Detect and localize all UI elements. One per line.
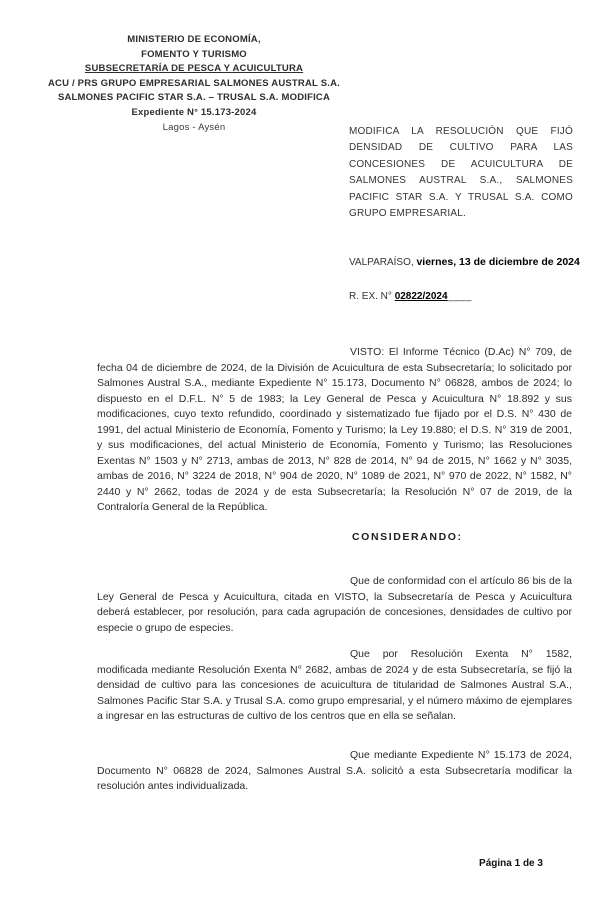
considerando-heading: CONSIDERANDO: — [352, 531, 463, 543]
letterhead-company-line2: SALMONES PACIFIC STAR S.A. – TRUSAL S.A. MODIFICA — [57, 92, 331, 104]
letterhead-company-line1: ACU / PRS GRUPO EMPRESARIAL SALMONES AUSTRAL S.A. — [47, 77, 340, 89]
letterhead-expediente: Expediente N° 15.173-2024 — [131, 106, 257, 118]
resolution-number-value: 02822/2024 — [394, 291, 448, 302]
resolution-number-blank: ____ — [447, 291, 472, 302]
dateline-city: VALPARAÍSO, — [349, 257, 414, 268]
considerando-paragraph-3: Que mediante Expediente N° 15.173 de 2024, Documento N° 06828 de 2024, Salmones Austral S.A. solicitó a esta Subsecretaría modificar la resolución antes individualizada. — [97, 749, 572, 792]
page-number-indicator: Página 1 de 3 — [479, 858, 543, 869]
considerando-paragraph-1: Que de conformidad con el artículo 86 bis de la Ley General de Pesca y Acuicultura, citada en VISTO, la Subsecretaría de Pesca y Acuicultura deberá establecer, por resolución, para cada agrupación de concesiones, densidades de cultivo por especie o grupo de especies. — [97, 575, 572, 634]
letterhead-ministry-line1: MINISTERIO DE ECONOMÍA, — [127, 34, 261, 45]
resolution-number-line — [349, 291, 472, 302]
resolution-subject: MODIFICA LA RESOLUCIÓN QUE FIJÓ DENSIDAD DE CULTIVO PARA LAS CONCESIONES DE ACUICULTURA DE SALMONES AUSTRAL S.A., SALMONES PACIFIC STAR S.A. Y TRUSAL S.A. COMO GRUPO EMPRESARIAL. — [349, 126, 573, 220]
dateline — [349, 256, 580, 268]
letterhead-ministry-line2: FOMENTO Y TURISMO — [141, 48, 247, 60]
letterhead-region: Lagos - Aysén — [162, 121, 226, 133]
dateline-date: viernes, 13 de diciembre de 2024 — [416, 256, 580, 268]
resolution-number-prefix: R. EX. N° — [349, 291, 392, 302]
visto-paragraph: VISTO: El Informe Técnico (D.Ac) N° 709, de fecha 04 de diciembre de 2024, de la División de Acuicultura de esta Subsecretaría; lo solicitado por Salmones Austral S.A., mediante Expediente N° 15.173, Documento N° 06828, ambos de 2024; lo dispuesto en el D.F.L. N° 5 de 1983; la Ley General de Pesca y Acuicultura N° 18.892 y sus modificaciones, cuyo texto refundido, coordinado y sistematizado fue fijado por el D.S. N° 430 de 1991, del actual Ministerio de Economía, Fomento y Turismo; la Ley 19.880; el D.S. N° 319 de 2001, y sus modificaciones, del actual Ministerio de Economía, Fomento y Turismo; las Resoluciones Exentas N° 1503 y N° 2713, ambas de 2013, N° 828 de 2014, N° 94 de 2015, N° 1662 y N° 3035, ambas de 2016, N° 3224 de 2018, N° 904 de 2020, N° 1089 de 2021, N° 970 de 2022, N° 1582, N° 2440 y N° 2662, todas de 2024 y de esta Subsecretaría; la Resolución N° 07 de 2019, de la Contraloría General de la República. — [97, 346, 572, 513]
considerando-paragraph-2: Que por Resolución Exenta N° 1582, modificada mediante Resolución Exenta N° 2682, ambas de 2024 y de esta Subsecretaría, se fijó la densidad de cultivo para las concesiones de acuicultura de titularidad de Salmones Austral S.A., Salmones Pacific Star S.A. y Trusal S.A. como grupo empresarial, y el número máximo de ejemplares a ingresar en las estructuras de cultivo de los centros que en ella se señalan. — [97, 648, 572, 722]
letterhead — [40, 33, 348, 135]
letterhead-subsecretaria: SUBSECRETARÍA DE PESCA Y ACUICULTURA — [84, 63, 304, 75]
